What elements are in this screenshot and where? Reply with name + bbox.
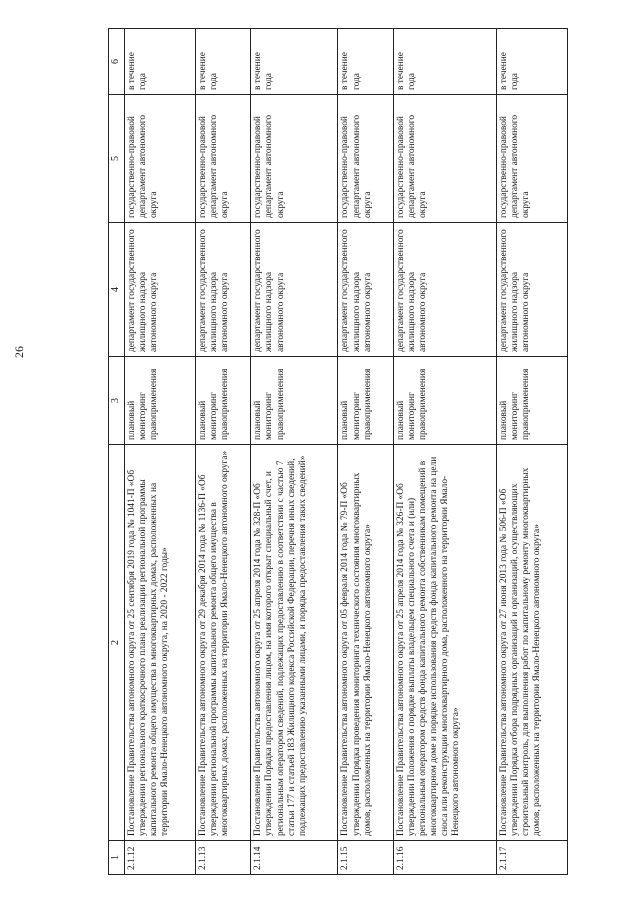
table-row [393, 29, 496, 875]
document-title: Постановление Правительства автономного округа от 05 февраля 2014 года № 79-П «Об утверждении Порядка проведения мониторинга технического состояния многоквартирных домов, расположенных на территории Ямало-Ненецкого автономного округа» [338, 445, 393, 841]
document-title: Постановление Правительства автономного округа от 27 июня 2013 года № 506-П «Об утверждении Порядка отбора подрядных организаций и организаций, осуществляющих строительный контроль, для выполнения работ по капитальному ремонту многоквартирных домов, расположенных на территории Ямало-Ненецкого автономного округа» [496, 445, 567, 841]
page-number: 26 [12, 346, 26, 358]
responsible-department: департамент государственного жилищного надзора автономного округа [496, 223, 567, 357]
column-header: 6 [109, 29, 125, 95]
responsible-department: департамент государственного жилищного надзора автономного округа [125, 223, 196, 357]
column-header: 3 [109, 357, 125, 445]
column-header: 4 [109, 223, 125, 357]
table-header-row [109, 29, 125, 875]
table-row [196, 29, 251, 875]
monitoring-type: плановый мониторинг правоприменения [393, 357, 496, 445]
monitoring-plan-table [108, 28, 568, 875]
responsible-department: департамент государственного жилищного надзора автономного округа [393, 223, 496, 357]
responsible-department: департамент государственного жилищного надзора автономного округа [196, 223, 251, 357]
responsible-department: департамент государственного жилищного надзора автономного округа [338, 223, 393, 357]
co-executor-department: государственно-правовой департамент автономного округа [125, 95, 196, 223]
co-executor-department: государственно-правовой департамент автономного округа [251, 95, 338, 223]
row-number: 2.1.16 [393, 841, 496, 875]
row-number: 2.1.15 [338, 841, 393, 875]
co-executor-department: государственно-правовой департамент автономного округа [196, 95, 251, 223]
document-title: Постановление Правительства автономного округа от 25 сентября 2019 года № 1041-П «Об утверждении регионального краткосрочного плана реализации региональной программы капитального ремонта общего имущества в многоквартирных домах, расположенных на территории Ямало-Ненецкого автономного округа, на 2020 - 2022 годы» [125, 445, 196, 841]
row-number: 2.1.13 [196, 841, 251, 875]
table-row [125, 29, 196, 875]
co-executor-department: государственно-правовой департамент автономного округа [496, 95, 567, 223]
term: в течение года [393, 29, 496, 95]
monitoring-type: плановый мониторинг правоприменения [496, 357, 567, 445]
monitoring-type: плановый мониторинг правоприменения [196, 357, 251, 445]
term: в течение года [496, 29, 567, 95]
document-title: Постановление Правительства автономного округа от 29 декабря 2014 года № 1136-П «Об утверждении региональной программы капитального ремонта общего имущества в многоквартирных домах, расположенных на территории Ямало-Ненецкого автономного округа» [196, 445, 251, 841]
term: в течение года [338, 29, 393, 95]
co-executor-department: государственно-правовой департамент автономного округа [338, 95, 393, 223]
monitoring-type: плановый мониторинг правоприменения [125, 357, 196, 445]
co-executor-department: государственно-правовой департамент автономного округа [393, 95, 496, 223]
column-header: 5 [109, 95, 125, 223]
term: в течение года [196, 29, 251, 95]
row-number: 2.1.14 [251, 841, 338, 875]
rotated-table-container [108, 29, 568, 875]
row-number: 2.1.12 [125, 841, 196, 875]
term: в течение года [251, 29, 338, 95]
table-row [338, 29, 393, 875]
column-header: 2 [109, 445, 125, 841]
responsible-department: департамент государственного жилищного надзора автономного округа [251, 223, 338, 357]
table-row [251, 29, 338, 875]
document-title: Постановление Правительства автономного округа от 25 апреля 2014 года № 328-П «Об утверждении Порядка предоставления лицом, на имя которого открыт специальный счет, и региональным оператором сведений, подлежащих предоставлению в соответствии с частью 7 статьи 177 и статьей 183 Жилищного кодекса Российской Федерации, перечня иных сведений, подлежащих предоставлению указанными лицами, и порядка предоставления таких сведений» [251, 445, 338, 841]
monitoring-type: плановый мониторинг правоприменения [251, 357, 338, 445]
table-row [496, 29, 567, 875]
row-number: 2.1.17 [496, 841, 567, 875]
monitoring-type: плановый мониторинг правоприменения [338, 357, 393, 445]
column-header: 1 [109, 841, 125, 875]
term: в течение года [125, 29, 196, 95]
document-title: Постановление Правительства автономного округа от 25 апреля 2014 года № 326-П «Об утверждении Положения о порядке выплаты владельцем специального счета и (или) региональным оператором средств фонда капитального ремонта собственникам помещений в многоквартирном доме и порядке использования средств фонда капитального ремонта на цели сноса или реконструкции многоквартирного дома, расположенного на территории Ямало-Ненецкого автономного округа» [393, 445, 496, 841]
